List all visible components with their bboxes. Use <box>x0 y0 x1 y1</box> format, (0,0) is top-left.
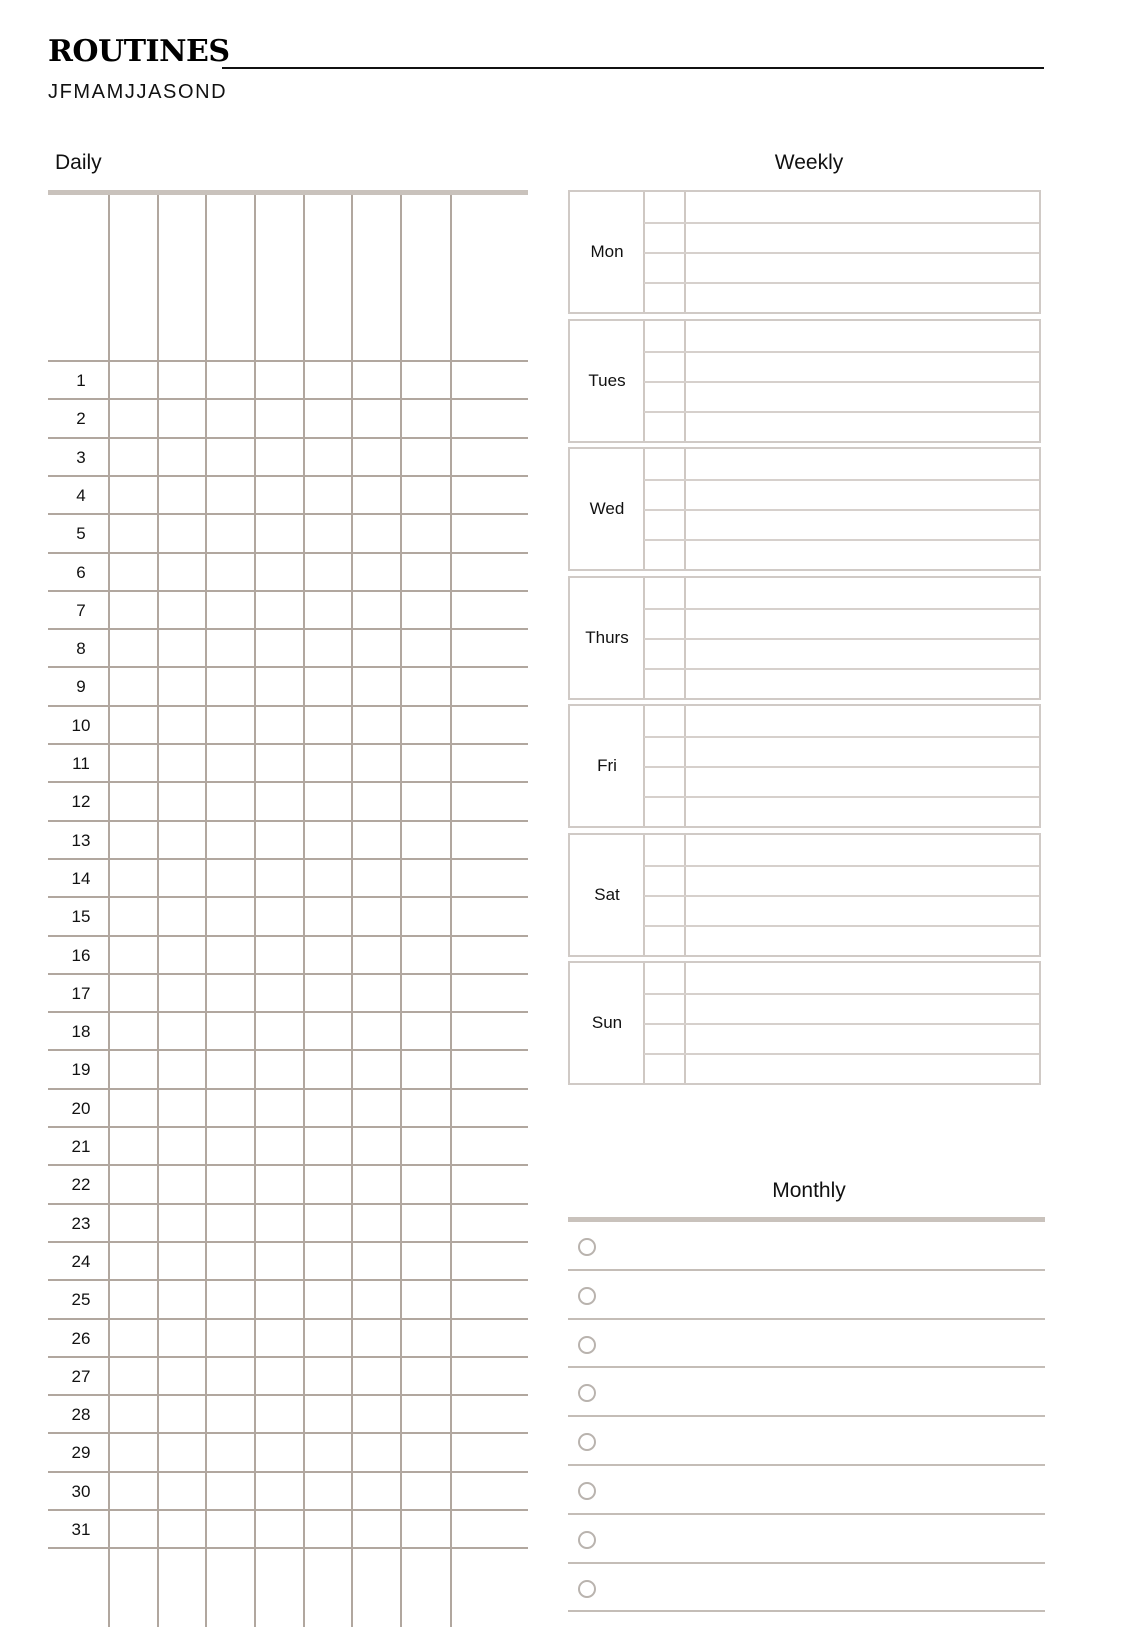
weekly-entry-line[interactable] <box>644 411 1039 413</box>
weekly-entry-line[interactable] <box>644 351 1039 353</box>
daily-row-line <box>48 973 528 975</box>
daily-day-number: 1 <box>76 371 86 390</box>
daily-row-line <box>48 360 528 362</box>
weekly-entry-line[interactable] <box>644 668 1039 670</box>
daily-day-number: 30 <box>71 1481 91 1501</box>
weekly-day-label: Tues <box>588 370 626 390</box>
weekly-day-thurs[interactable] <box>568 576 1041 700</box>
daily-row-line <box>48 1088 528 1090</box>
weekly-entry-line[interactable] <box>644 222 1039 224</box>
daily-day-number: 27 <box>71 1366 91 1386</box>
monthly-checkbox[interactable] <box>578 1433 596 1451</box>
monthly-item[interactable] <box>568 1515 1045 1565</box>
daily-row-line <box>48 1356 528 1358</box>
daily-row-line <box>48 1394 528 1396</box>
weekly-entry-line[interactable] <box>644 509 1039 511</box>
daily-row-line <box>48 1509 528 1511</box>
daily-row-line <box>48 1318 528 1320</box>
weekly-entry-line[interactable] <box>644 479 1039 481</box>
daily-row-line <box>48 1126 528 1128</box>
daily-day-number: 18 <box>71 1022 91 1042</box>
daily-day-number: 8 <box>76 639 86 659</box>
weekly-day-sun[interactable] <box>568 961 1041 1085</box>
weekly-entry-line[interactable] <box>644 1023 1039 1025</box>
monthly-item[interactable] <box>568 1417 1045 1467</box>
daily-day-number: 3 <box>76 447 86 467</box>
monthly-checkbox[interactable] <box>578 1287 596 1305</box>
weekly-entry-line[interactable] <box>644 766 1039 768</box>
weekly-label: Weekly <box>774 151 844 174</box>
weekly-day-mon[interactable] <box>568 190 1041 314</box>
daily-day-number: 25 <box>71 1290 91 1310</box>
daily-column-divider <box>303 195 305 1627</box>
monthly-item[interactable] <box>568 1222 1045 1272</box>
weekly-day-fri[interactable] <box>568 704 1041 828</box>
daily-row-line <box>48 1547 528 1549</box>
daily-day-number: 26 <box>71 1328 91 1348</box>
weekly-day-tues[interactable] <box>568 319 1041 443</box>
weekly-entry-line[interactable] <box>644 796 1039 798</box>
monthly-checkbox[interactable] <box>578 1238 596 1256</box>
daily-row-line <box>48 552 528 554</box>
daily-row-line <box>48 437 528 439</box>
daily-day-number: 11 <box>72 754 90 773</box>
daily-column-divider <box>157 195 159 1627</box>
daily-row-line <box>48 1203 528 1205</box>
monthly-item[interactable] <box>568 1466 1045 1516</box>
daily-column-divider <box>205 195 207 1627</box>
title-underline[interactable] <box>222 67 1044 69</box>
daily-column-divider <box>400 195 402 1627</box>
monthly-checkbox[interactable] <box>578 1336 596 1354</box>
monthly-tracker[interactable] <box>568 1217 1045 1627</box>
weekly-entry-line[interactable] <box>644 1053 1039 1055</box>
daily-row-line <box>48 820 528 822</box>
weekly-entry-line[interactable] <box>644 608 1039 610</box>
weekly-entry-line[interactable] <box>644 252 1039 254</box>
daily-day-number: 6 <box>76 562 86 582</box>
daily-column-divider <box>254 195 256 1627</box>
daily-day-number: 17 <box>71 983 91 1003</box>
daily-day-number: 15 <box>71 907 91 927</box>
daily-row-line <box>48 628 528 630</box>
daily-day-number: 2 <box>76 409 86 429</box>
daily-tracker-grid[interactable] <box>48 190 528 1627</box>
daily-day-number: 10 <box>71 715 91 735</box>
daily-row-line <box>48 896 528 898</box>
daily-column-divider <box>450 195 452 1627</box>
weekly-day-label: Sat <box>594 884 620 904</box>
weekly-entry-line[interactable] <box>644 895 1039 897</box>
daily-row-line <box>48 743 528 745</box>
monthly-item[interactable] <box>568 1320 1045 1370</box>
daily-day-number: 20 <box>71 1098 91 1118</box>
daily-row-line <box>48 398 528 400</box>
weekly-entry-line[interactable] <box>644 381 1039 383</box>
weekly-entry-line[interactable] <box>644 736 1039 738</box>
weekly-entry-line[interactable] <box>644 865 1039 867</box>
weekly-entry-line[interactable] <box>644 638 1039 640</box>
daily-row-line <box>48 1471 528 1473</box>
daily-row-line <box>48 1011 528 1013</box>
monthly-checkbox[interactable] <box>578 1482 596 1500</box>
weekly-day-label: Thurs <box>585 627 629 647</box>
weekly-entry-line[interactable] <box>644 925 1039 927</box>
weekly-day-wed[interactable] <box>568 447 1041 571</box>
daily-column-divider <box>351 195 353 1627</box>
monthly-item[interactable] <box>568 1271 1045 1321</box>
monthly-checkbox[interactable] <box>578 1384 596 1402</box>
weekly-day-label: Mon <box>590 242 624 261</box>
daily-row-line <box>48 1279 528 1281</box>
daily-row-line <box>48 1241 528 1243</box>
daily-header-bar <box>48 190 528 195</box>
daily-day-number: 13 <box>71 830 91 850</box>
daily-row-line <box>48 666 528 668</box>
daily-day-number: 16 <box>71 945 91 965</box>
daily-day-number: 21 <box>71 1137 91 1156</box>
daily-day-number: 19 <box>71 1060 91 1080</box>
daily-day-number: 9 <box>76 677 86 697</box>
daily-day-number: 29 <box>71 1443 91 1463</box>
monthly-checkbox[interactable] <box>578 1531 596 1549</box>
daily-day-number: 5 <box>76 524 86 544</box>
monthly-item[interactable] <box>568 1564 1045 1614</box>
daily-row-line <box>48 1432 528 1434</box>
daily-row-line <box>48 858 528 860</box>
daily-label: Daily <box>55 151 102 174</box>
daily-row-line <box>48 513 528 515</box>
daily-row-line <box>48 781 528 783</box>
daily-day-number: 23 <box>71 1213 91 1233</box>
daily-row-line <box>48 590 528 592</box>
monthly-item-line <box>568 1610 1045 1612</box>
daily-day-number: 14 <box>71 868 91 888</box>
weekly-entry-line[interactable] <box>644 993 1039 995</box>
page-title: ROUTINES <box>48 34 230 69</box>
weekly-day-label: Wed <box>589 499 625 518</box>
daily-day-number: 7 <box>76 600 86 620</box>
daily-day-number: 12 <box>71 792 91 812</box>
daily-row-line <box>48 475 528 477</box>
weekly-day-label: Fri <box>597 756 617 775</box>
daily-day-number: 28 <box>71 1405 91 1425</box>
weekly-entry-line[interactable] <box>644 539 1039 541</box>
monthly-item[interactable] <box>568 1368 1045 1418</box>
daily-row-line <box>48 935 528 937</box>
daily-day-number: 4 <box>76 485 86 505</box>
weekly-day-label: Sun <box>591 1013 623 1032</box>
weekly-entry-line[interactable] <box>644 282 1039 284</box>
monthly-label: Monthly <box>772 1179 846 1202</box>
daily-day-number: 24 <box>71 1251 91 1271</box>
daily-row-line <box>48 1049 528 1051</box>
month-selector[interactable]: JFMAMJJASOND <box>48 81 228 103</box>
daily-row-line <box>48 1164 528 1166</box>
monthly-checkbox[interactable] <box>578 1580 596 1598</box>
daily-day-number: 22 <box>71 1175 91 1195</box>
weekly-day-sat[interactable] <box>568 833 1041 957</box>
daily-day-number: 31 <box>71 1520 91 1539</box>
daily-row-line <box>48 705 528 707</box>
